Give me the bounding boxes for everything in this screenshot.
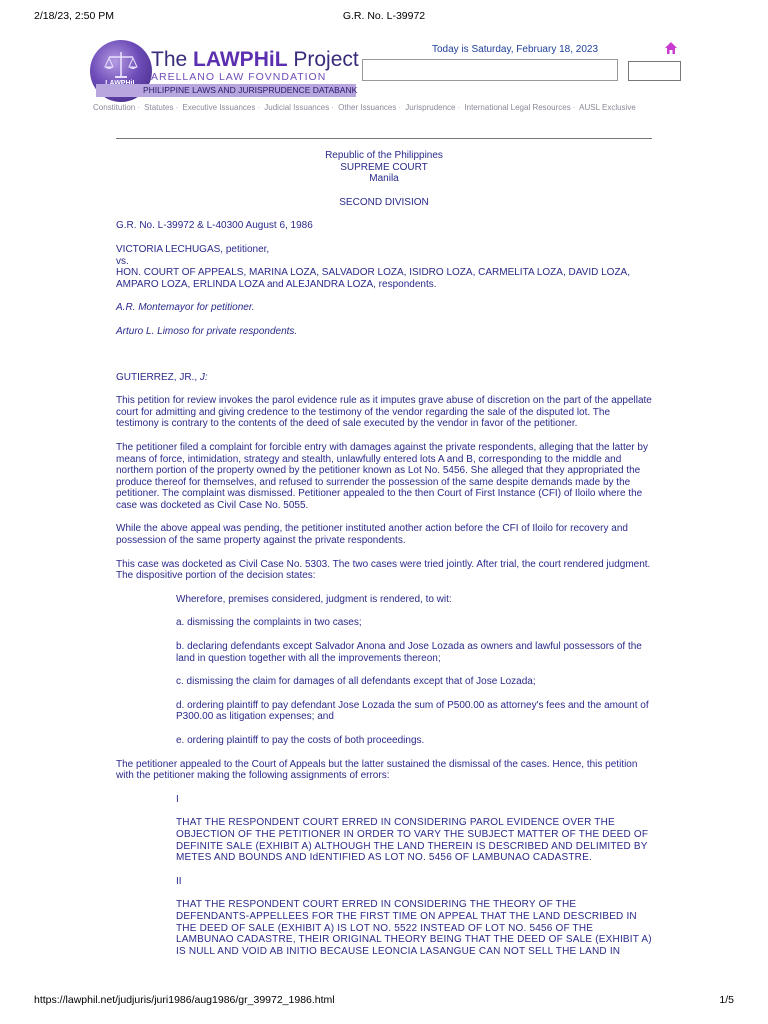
nav-ausl-exclusive[interactable]: AUSL Exclusive bbox=[579, 103, 636, 112]
nav-executive-issuances[interactable]: Executive Issuances bbox=[182, 103, 256, 112]
site-title[interactable] bbox=[151, 48, 359, 72]
quote-item-b: b. declaring defendants except Salvador Anona and Jose Lozada as owners and lawful possessors of the land in question together with all the improvements thereon; bbox=[176, 641, 642, 664]
paragraph-5: The petitioner appealed to the Court of Appeals but the latter sustained the dismissal of the cases. Hence, this petition with the petitioner making the following assignments of errors: bbox=[116, 758, 638, 782]
error-2-text: THAT THE RESPONDENT COURT ERRED IN CONSIDERING THE THEORY OF THE DEFENDANTS-APPELLEES FOR THE FIRST TIME ON APPEAL THAT THE LAND DESCRIBED IN THE DEED OF SALE (EXHIBIT A) IS LOT NO. 5522 INSTEAD OF LOT NO. 5456 OF THE LAMBUNAO CADASTRE, THEIR ORIGINAL THEORY BEING THAT THE DEED OF SALE (EXHIBIT A) IS NULL AND VOID AB INITIO BECAUSE LEONCIA LASANGUE CAN NOT SELL THE LAND IN bbox=[176, 899, 652, 957]
site-title-prefix: The bbox=[151, 48, 194, 71]
site-title-suffix: Project bbox=[287, 48, 359, 71]
court-city: Manila bbox=[369, 173, 399, 185]
error-1-number: I bbox=[176, 793, 179, 805]
court-name: SUPREME COURT bbox=[340, 161, 428, 173]
case-number-date: G.R. No. L-39972 & L-40300 August 6, 1986 bbox=[116, 220, 313, 232]
home-icon[interactable] bbox=[664, 41, 678, 55]
versus-line: vs. bbox=[116, 255, 129, 267]
ponente-line bbox=[116, 372, 652, 384]
print-url: https://lawphil.net/judjuris/juri1986/aug1986/gr_39972_1986.html bbox=[34, 994, 335, 1006]
paragraph-4: This case was docketed as Civil Case No. 5303. The two cases were tried jointly. After trial, the court rendered judgment. The dispositive portion of the decision states: bbox=[116, 558, 651, 582]
nav-judicial-issuances[interactable]: Judicial Issuances bbox=[264, 103, 330, 112]
division-name: SECOND DIVISION bbox=[339, 196, 429, 208]
paragraph-2: The petitioner filed a complaint for forcible entry with damages against the private respondents, alleging that the latter by means of force, intimidation, strategy and stealth, unlawfully entered lots A and B, corresponding to the middle and northern portion of the property owned by the petitioner known as Lot No. 5456. She alleged that they appropriated the produce thereof for themselves, and refused to surrender the possession of the same despite demands made by the petitioner. The complaint was dismissed. Petitioner appealed to the then Court of First Instance (CFI) of Iloilo where the case was docketed as Civil Case No. 5055. bbox=[116, 441, 648, 511]
respondents-line: HON. COURT OF APPEALS, MARINA LOZA, SALVADOR LOZA, ISIDRO LOZA, CARMELITA LOZA, DAVID LOZA, AMPARO LOZA, ERLINDA LOZA and ALEJANDRA LOZA, respondents. bbox=[116, 267, 631, 290]
paragraph-3: While the above appeal was pending, the petitioner instituted another action before the CFI of Iloilo for recovery and possession of the same property against the private respondents. bbox=[116, 523, 628, 547]
decision-content bbox=[116, 150, 652, 957]
site-title-name: LAWPHiL bbox=[193, 48, 288, 71]
nav-separator: · bbox=[257, 103, 261, 112]
nav-other-issuances[interactable]: Other Issuances bbox=[338, 103, 397, 112]
nav-international-legal-resources[interactable]: International Legal Resources bbox=[464, 103, 571, 112]
databank-label: PHILIPPINE LAWS AND JURISPRUDENCE DATABANK bbox=[143, 85, 358, 95]
ponente-designation: J: bbox=[199, 371, 208, 383]
scales-of-justice-icon bbox=[104, 50, 138, 80]
search-input[interactable] bbox=[362, 59, 618, 81]
paragraph-1: This petition for review invokes the parol evidence rule as it imputes grave abuse of discretion on the part of the appellate court for admitting and giving credence to the testimony of the vendor regarding the sale of the disputed lot. The testimony is contrary to the contents of the deed of sale executed by the vendor in favor of the petitioner. bbox=[116, 395, 652, 430]
main-navigation bbox=[93, 103, 638, 112]
nav-separator: · bbox=[457, 103, 461, 112]
nav-separator: · bbox=[137, 103, 140, 112]
nav-jurisprudence[interactable]: Jurisprudence bbox=[405, 103, 456, 112]
print-timestamp: 2/18/23, 2:50 PM bbox=[34, 10, 114, 22]
print-header bbox=[34, 10, 734, 24]
error-2-number: II bbox=[176, 875, 182, 887]
quote-intro: Wherefore, premises considered, judgment is rendered, to wit: bbox=[176, 593, 452, 605]
page-counter: 1/5 bbox=[719, 994, 734, 1006]
quote-item-d: d. ordering plaintiff to pay defendant Jose Lozada the sum of P500.00 as attorney's fees and the amount of P300.00 as litigation expenses; and bbox=[176, 699, 649, 723]
nav-statutes[interactable]: Statutes bbox=[144, 103, 174, 112]
counsel-respondents: Arturo L. Limoso for private respondents. bbox=[116, 325, 298, 337]
print-page-title: G.R. No. L-39972 bbox=[342, 10, 426, 22]
nav-constitution[interactable]: Constitution bbox=[93, 103, 136, 112]
ponente-name: GUTIERREZ, JR., bbox=[116, 371, 200, 383]
petitioner-line: VICTORIA LECHUGAS, petitioner, bbox=[116, 243, 270, 255]
nav-separator: · bbox=[175, 103, 179, 112]
foundation-name: ARELLANO LAW FOVNDATION bbox=[151, 71, 327, 83]
error-1-text: THAT THE RESPONDENT COURT ERRED IN CONSIDERING PAROL EVIDENCE OVER THE OBJECTION OF THE PETITIONER IN ORDER TO VARY THE SUBJECT MATTER OF THE DEED OF DEFINITE SALE (EXHIBIT A) ALTHOUGH THE LAND THEREIN IS DESCRIBED AND DELIMITED BY METES AND BOUNDS AND IdENTIFIED AS LOT NO. 5456 OF LAMBUNAO CADASTRE. bbox=[176, 817, 649, 864]
header-divider bbox=[116, 138, 652, 139]
print-footer bbox=[34, 994, 734, 1008]
republic-line: Republic of the Philippines bbox=[325, 150, 443, 161]
today-date: Today is Saturday, February 18, 2023 bbox=[432, 44, 599, 55]
counsel-petitioner: A.R. Montemayor for petitioner. bbox=[116, 302, 255, 314]
quote-item-e: e. ordering plaintiff to pay the costs of both proceedings. bbox=[176, 735, 425, 746]
search-button[interactable] bbox=[628, 61, 681, 81]
nav-separator: · bbox=[398, 103, 402, 112]
nav-separator: · bbox=[331, 103, 334, 112]
quote-item-c: c. dismissing the claim for damages of all defendants except that of Jose Lozada; bbox=[176, 676, 536, 688]
nav-separator: · bbox=[572, 103, 576, 112]
quote-item-a: a. dismissing the complaints in two cases; bbox=[176, 617, 362, 629]
